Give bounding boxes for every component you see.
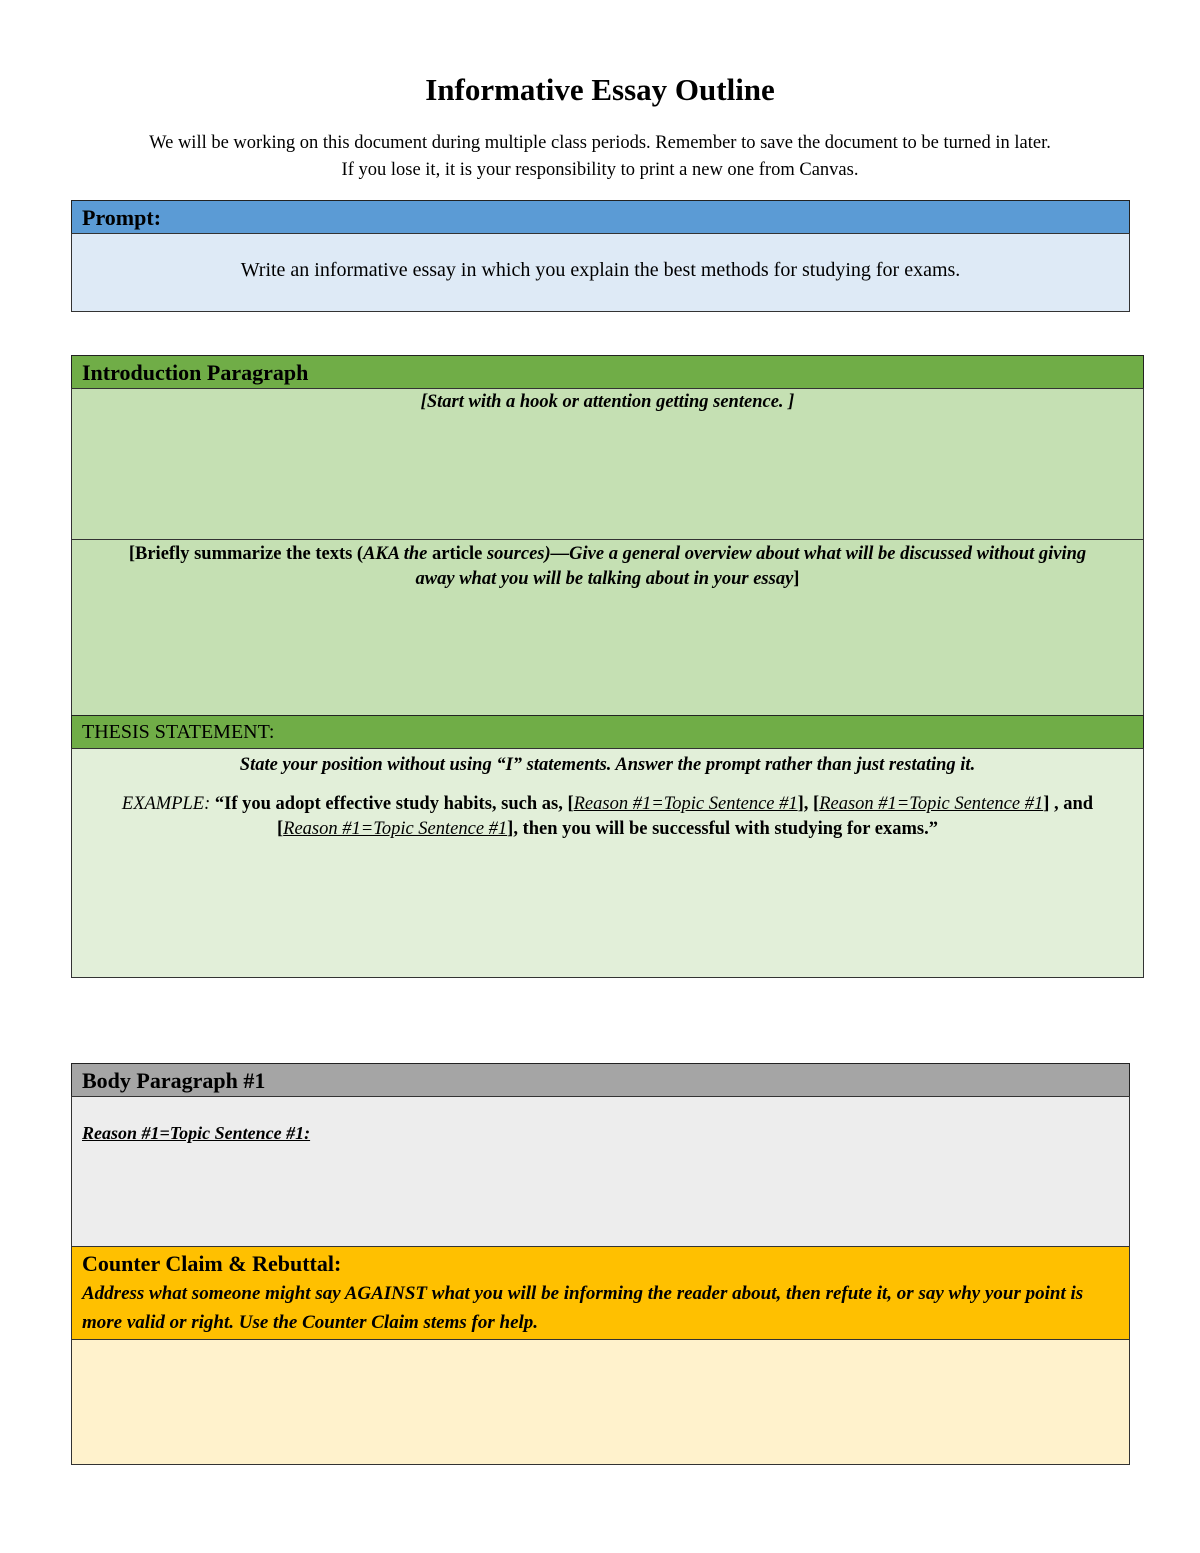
counter-claim-field[interactable] <box>71 1339 1130 1465</box>
thesis-instruction: State your position without using “I” statements. Answer the prompt rather than just restating it. <box>239 755 976 775</box>
instructions-line-1: We will be working on this document during multiple class periods. Remember to save the document to be turned in later. <box>149 133 1051 153</box>
summary-field[interactable] <box>71 539 1144 716</box>
thesis-header: THESIS STATEMENT: <box>71 715 1144 749</box>
counter-claim-title: Counter Claim & Rebuttal: <box>82 1251 342 1276</box>
intro-header: Introduction Paragraph <box>71 355 1144 389</box>
counter-claim-header <box>71 1246 1130 1340</box>
body-paragraph-1-header: Body Paragraph #1 <box>71 1063 1130 1097</box>
counter-claim-description: Address what someone might say AGAINST what you will be informing the reader about, then refute it, or say why your point is more valid or right. Use the Counter Claim stems for help. <box>82 1283 1084 1333</box>
reason-1-field[interactable] <box>71 1096 1130 1247</box>
hook-field[interactable] <box>71 388 1144 540</box>
instructions-line-2: If you lose it, it is your responsibility to print a new one from Canvas. <box>341 160 859 180</box>
prompt-header: Prompt: <box>71 200 1130 234</box>
summary-instruction: [Briefly summarize the texts (AKA the article sources)—Give a general overview about what will be discussed without giving away what you will be talking about in your essay] <box>128 544 1087 589</box>
thesis-field[interactable] <box>71 748 1144 978</box>
hook-instruction: [Start with a hook or attention getting sentence. ] <box>420 392 795 412</box>
prompt-text: Write an informative essay in which you explain the best methods for studying for exams. <box>71 233 1130 312</box>
instructions <box>60 130 1140 184</box>
thesis-example: EXAMPLE: “If you adopt effective study habits, such as, [Reason #1=Topic Sentence #1], [Reason #1=Topic Sentence #1] , and [Reason #1=Topic Sentence #1], then you will be successful with studying for exams.” <box>121 794 1094 839</box>
reason-1-label: Reason #1=Topic Sentence #1: <box>82 1123 311 1143</box>
page-title: Informative Essay Outline <box>425 72 775 107</box>
